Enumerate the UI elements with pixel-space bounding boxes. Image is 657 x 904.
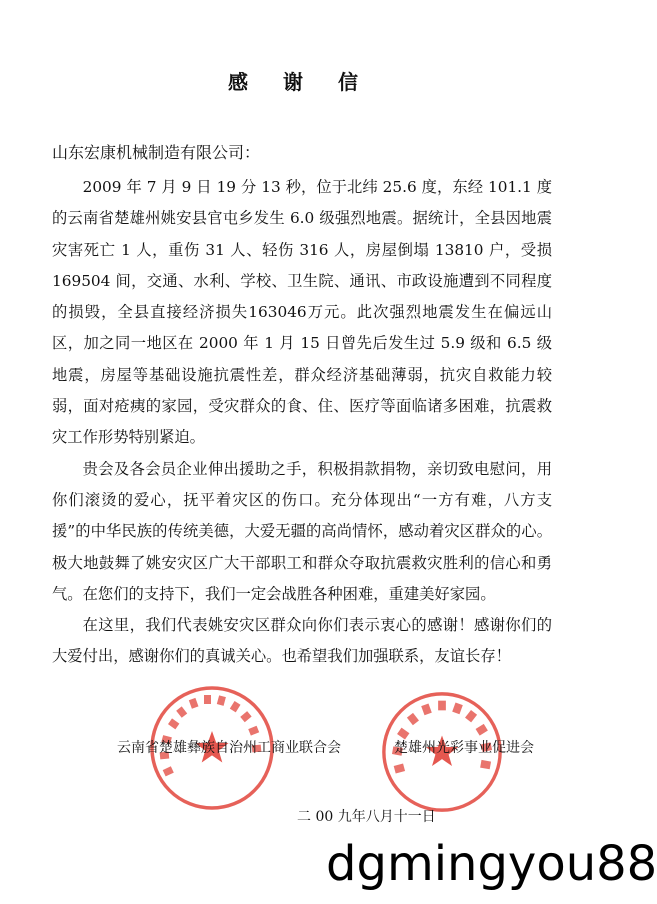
letter-title: 感 谢 信	[228, 70, 372, 94]
paragraph-gratitude: 贵会及各会员企业伸出援助之手，积极捐款捐物，亲切致电慰问，用你们滚烫的爱心，抚平着灾区的伤口。充分体现出“一方有难，八方支援”的中华民族的传统美德，大爱无疆的高尚情怀，感动着灾区群众的心。极大地鼓舞了姚安灾区广大干部职工和群众夺取抗震救灾胜利的信心和勇气。在您们的支持下，我们一定会战胜各种困难，重建美好家园。	[52, 459, 552, 603]
watermark: dgmingyou88	[326, 836, 657, 892]
salutation: 山东宏康机械制造有限公司：	[52, 143, 261, 162]
paragraph-closing: 在这里，我们代表姚安灾区群众向你们表示衷心的感谢！感谢你们的大爱付出，感谢你们的真诚关心。也希望我们加强联系，友谊长存！	[52, 616, 552, 666]
signature-federation: 云南省楚雄彝族自治州工商业联合会	[117, 740, 341, 756]
paragraph-earthquake-report: 2009 年 7 月 9 日 19 分 13 秒，位于北纬 25.6 度，东经 101.1 度的云南省楚雄州姚安县官屯乡发生 6.0 级强烈地震。据统计，全县因地震灾害死亡 1 人，重伤 31 人、轻伤 316 人，房屋倒塌 13810 户，受损 169504 间，交通、水利、学校、卫生院、通讯、市政设施遭到不同程度的损毁，全县直接经济损失163046万元。此次强烈地震发生在偏远山区，加之同一地区在 2000 年 1 月 15 日曾先后发生过 5.9 级和 6.5 级地震，房屋等基础设施抗震性差，群众经济基础薄弱，抗灾自救能力较弱，面对疮痍的家园，受灾群众的食、住、医疗等面临诸多困难，抗震救灾工作形势特别紧迫。	[52, 178, 552, 447]
letter-date: 二 00 九年八月十一日	[297, 809, 436, 825]
signature-guangcai: 楚雄州光彩事业促进会	[394, 740, 534, 756]
letter-body	[52, 172, 552, 673]
